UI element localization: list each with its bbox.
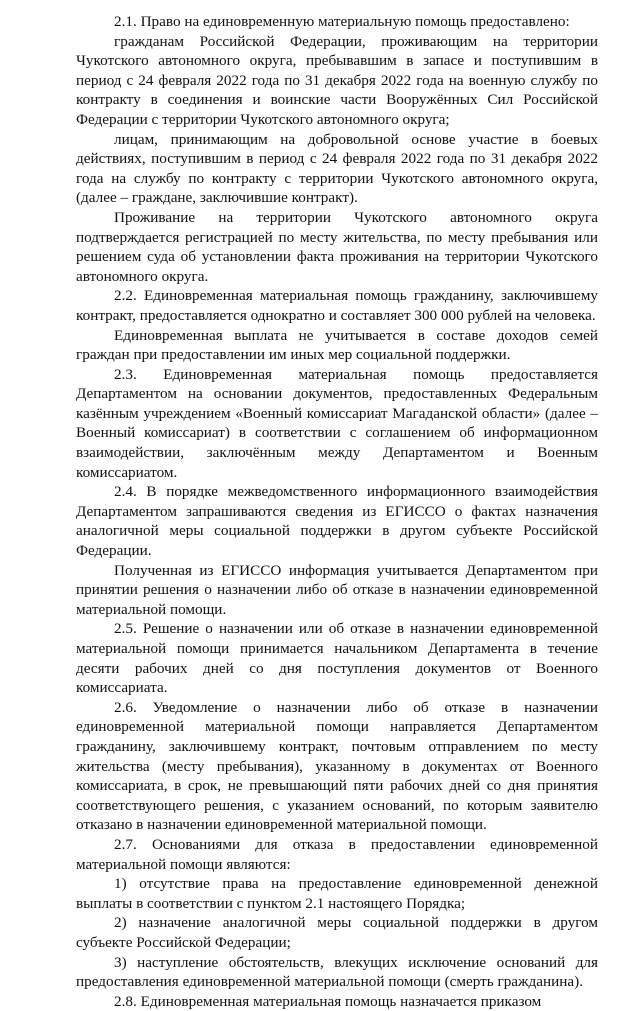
document-page	[76, 12, 598, 1011]
paragraph-2-2: 2.2. Единовременная материальная помощь гражданину, заключившему контракт, предоставляется однократно и составляет 300 000 рублей на человека.	[76, 287, 598, 324]
paragraph-residence: Проживание на территории Чукотского автономного округа подтверждается регистрацией по месту жительства, по месту пребывания или решением суда об установлении факта проживания на территории Чукотского автономного округа.	[76, 208, 598, 285]
paragraph-2-1: 2.1. Право на единовременную материальную помощь предоставлено:	[114, 13, 570, 30]
paragraph-2-5: 2.5. Решение о назначении или об отказе в назначении единовременной материальной помощи принимается начальником Департамента в течение десяти рабочих дней со дня поступления документов от Военного комиссариата.	[76, 620, 598, 697]
list-item-1: 1) отсутствие права на предоставление единовременной денежной выплаты в соответствии с пунктом 2.1 настоящего Порядка;	[76, 875, 598, 912]
list-item-2: 2) назначение аналогичной меры социальной поддержки в другом субъекте Российской Федерации;	[76, 914, 598, 951]
paragraph-2-1-volunteers: лицам, принимающим на добровольной основе участие в боевых действиях, поступившим в период с 24 февраля 2022 года по 31 декабря 2022 года на службу по контракту с территории Чукотского автономного округа, (далее – граждане, заключившие контракт).	[76, 130, 598, 207]
paragraph-2-2-income: Единовременная выплата не учитывается в составе доходов семей граждан при предоставлении им иных мер социальной поддержки.	[76, 326, 598, 364]
paragraph-2-3: 2.3. Единовременная материальная помощь предоставляется Департаментом на основании документов, предоставленных Федеральным казённым учреждением «Военный комиссариат Магаданской области» (далее – Военный комиссариат) в соответствии с соглашением об информационном взаимодействии, заключённым между Департаментом и Военным комиссариатом.	[76, 365, 598, 481]
paragraph-2-4-egisso: Полученная из ЕГИССО информация учитывается Департаментом при принятии решения о назначении либо об отказе в назначении единовременной материальной помощи.	[76, 561, 598, 618]
paragraph-2-4: 2.4. В порядке межведомственного информационного взаимодействия Департаментом запрашиваются сведения из ЕГИССО о фактах назначения аналогичной меры социальной поддержки в другом субъекте Российской Федерации.	[76, 483, 598, 560]
paragraph-2-7: 2.7. Основаниями для отказа в предоставлении единовременной материальной помощи являются:	[76, 835, 598, 873]
paragraph-2-6: 2.6. Уведомление о назначении либо об отказе в назначении единовременной материальной помощи направляется Департаментом гражданину, заключившему контракт, почтовым отправлением по месту жительства (месту пребывания), указанному в документах от Военного комиссариата, в срок, не превышающий пяти рабочих дней со дня принятия соответствующего решения, с указанием оснований, по которым заявителю отказано в назначении единовременной материальной помощи.	[76, 698, 598, 834]
paragraph-2-8: 2.8. Единовременная материальная помощь назначается приказом	[114, 992, 542, 1010]
paragraph-2-1-citizens: гражданам Российской Федерации, проживающим на территории Чукотского автономного округа, пребывавшим в запасе и поступившим в период с 24 февраля 2022 года по 31 декабря 2022 года на военную службу по контракту в соединения и воинские части Вооружённых Сил Российской Федерации с территории Чукотского автономного округа;	[76, 32, 598, 128]
list-item-3: 3) наступление обстоятельств, влекущих исключение оснований для предоставления единовременной материальной помощи (смерть гражданина).	[76, 953, 598, 991]
